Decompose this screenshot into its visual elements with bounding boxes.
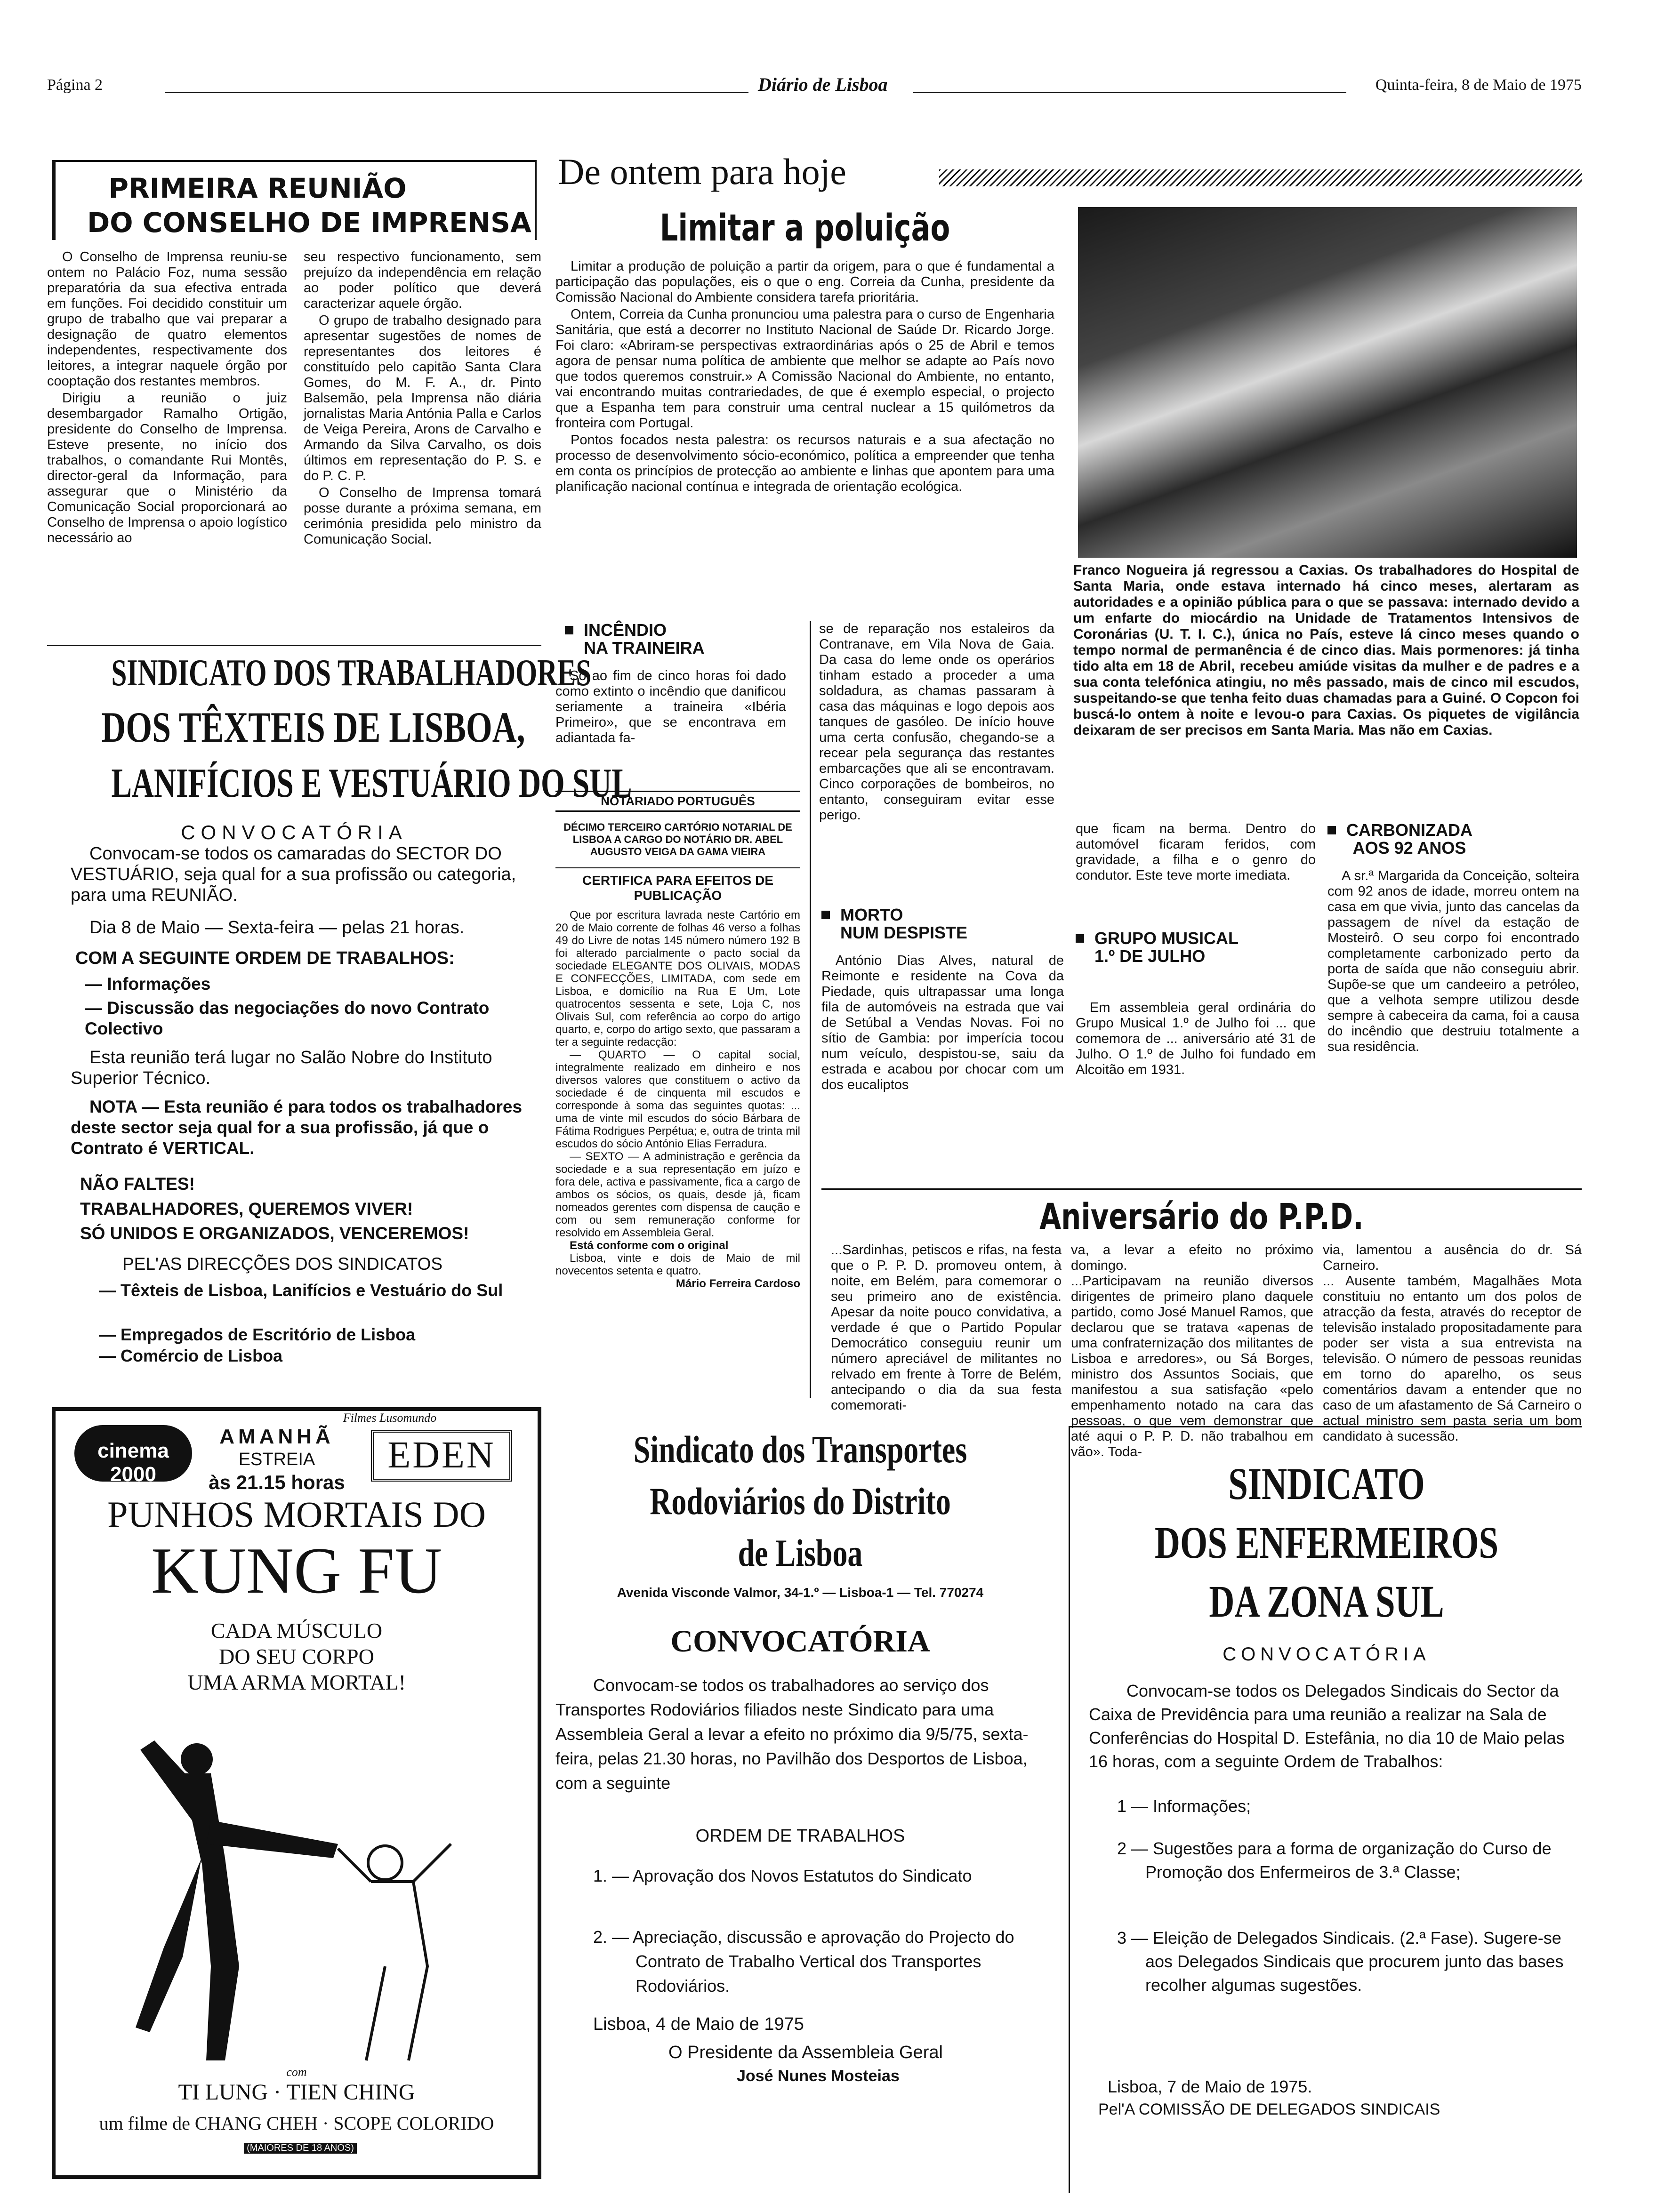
textil-ad [47,649,632,1388]
transportes-convocatoria: CONVOCATÓRIA [670,1624,930,1659]
transportes-ordem: ORDEM DE TRABALHOS [695,1826,905,1846]
notariado-p5: Lisboa, vinte e dois de Maio de mil novecentos setenta e quatro. [555,1252,800,1277]
grupo-article [1076,930,1316,1184]
masthead-rule-left [165,92,748,93]
transportes-ad [555,1426,1045,2188]
cinema-badge: cinema 2000 [74,1425,192,1482]
poluicao-body: Limitar a produção de poluição a partir da origem, para o que é fundamental a participação das populações, eis o que o eng. Correia da Cunha, presidente da Comissão Nacional do Ambiente considera tarefa prioritária. Ontem, Correia da Cunha pronunciou uma palestra para o curso de Engenharia Sanitária, que está a decorrer no Instituto Nacional de Saúde Dr. Ricardo Jorge. Foi claro: «Abriram-se perspectivas extraordinárias após o 25 de Abril e temos agora de pensar numa política de ambiente que melhor se adapte ao País novo que todos queremos construir.» A Comissão Nacional do Ambiente, no entanto, vai encontrando muitas contrariedades, de que é exemplo especial, o projecto que a Espanha tem para construir uma central nuclear a 15 quilómetros da fronteira com Portugal. Pontos focados nesta palestra: os recursos naturais e a sua afectação no processo de desenvolvimento sócio-económico, política a empreender que tenha em conta os princípios de protecção ao ambiente e linhas que apontem para uma planificação nacional contínua e integrada de orientação ecológica. [555,259,1054,494]
notariado-notice [555,791,800,1421]
ppd-col3: via, lamentou a ausência do dr. Sá Carneiro. ... Ausente também, Magalhães Mota constituiu no entanto um dos polos de atracção da festa, através do receptor de televisão instalado propositadamente para poder ser vista a sua entrevista na televisão. O número de pessoas reunidas em torno do aparelho, os seus comentários davam a entender que no caso de um afastamento de Sá Carneiro o actual ministro sem pasta seria um bom candidato à sucessão. [1323,1242,1582,1444]
cinema-director: um filme de CHANG CHEH · SCOPE COLORIDO [99,2113,494,2134]
ppd-title: Aniversário do P.P.D. [1039,1195,1364,1237]
textil-agenda-head: COM A SEGUINTE ORDEM DE TRABALHOS: [75,948,455,968]
notariado-p1: Que por escritura lavrada neste Cartório em 20 de Maio corrente de folhas 46 verso a folhas 49 do Livre de notas 145 número número 192 B foi alterado parcialmente o pacto social da sociedade ELEGANTE DOS OLIVAIS, MODAS E CONFECÇÕES, LIMITADA, com sede em Lisboa, e domicílio na Rua E Um, Lote quatrocentos sessenta e sete, Loja C, nos Olivais Sul, com referência ao corpo do artigo quarto, e, corpo do artigo sexto, que passaram a ter a seguinte redacção: [555,909,800,1049]
textil-slogan-2: TRABALHADORES, QUEREMOS VIVER! [80,1199,413,1218]
bullet-square-icon [565,626,573,634]
notariado-p3: — SEXTO — A administração e gerência da sociedade e a sua representação em juízo e fora dele, activa e passivamente, fica a cargo de ambos os sócios, os quais, desde já, ficam nomeados gerentes com dispensa de caução e com ou sem remuneração conforme for resolvido em Assembleia Geral. [555,1150,800,1239]
cinema-title-1: PUNHOS MORTAIS DO [107,1494,486,1535]
divider-ppd-top [821,1188,1582,1190]
transportes-intro: Convocam-se todos os trabalhadores ao serviço dos Transportes Rodoviários filiados neste Sindicato para uma Assembleia Geral a levar a efeito no próximo dia 9/5/75, sexta-feira, pelas 21.30 horas, no Pavilhão dos Desportos de Lisboa, com a seguinte [555,1675,1029,1793]
transportes-title-1: Sindicato dos Transportes [633,1428,967,1471]
masthead [47,71,1582,99]
cinema-tagline-3: UMA ARMA MORTAL! [187,1670,406,1694]
cinema-tagline-1: CADA MÚSCULO [210,1619,383,1643]
carbonizada-article [1327,821,1579,1184]
enfermeiros-date: Lisboa, 7 de Maio de 1975. [1108,2077,1312,2096]
textil-slogan-3: SÓ UNIDOS E ORGANIZADOS, VENCEREMOS! [80,1224,469,1243]
textil-place: Esta reunião terá lugar no Salão Nobre do Instituto Superior Técnico. [71,1048,492,1088]
enfermeiros-title-2: DOS ENFERMEIROS [1154,1517,1499,1568]
textil-title-line3: LANIFÍCIOS E VESTUÁRIO DO SUL [111,761,632,806]
ppd-col2: va, a levar a efeito no próximo domingo. ...Participavam na reunião diversos dirigentes de primeiro plano daquele partido, como José Manuel Ramos, que declarou que se tratava «apenas de uma confraternização dos militantes de Lisboa e arredores», ou Sá Borges, ministro dos Assuntos Sociais, que manifestou a sua satisfação «pelo empenhamento notado na cara das pessoas, o que vem demonstrar que até aqui o P. P. D. não trabalhou em vão». Toda- [1071,1242,1313,1459]
poluicao-title: Limitar a poluição [660,207,950,249]
conselho-title-line2: DO CONSELHO DE IMPRENSA [87,207,531,239]
transportes-date: Lisboa, 4 de Maio de 1975 [593,2014,804,2034]
morto-body: António Dias Alves, natural de Reimonte e residente na Cova da Piedade, quis ultrapassar uma longa fila de automóveis na estrada que vai de Setúbal a Vendas Novas. Foi no sítio de Gambia: por imperícia tocou num veículo, despistou-se, saiu da estrada e acabou por chocar com um dos eucaliptos [821,953,1064,1092]
conselho-title-line1: PRIMEIRA REUNIÃO [108,172,407,204]
conselho-col2: seu respectivo funcionamento, sem prejuízo da independência em relação ao poder político que deverá caracterizar aquele órgão. O grupo de trabalho designado para apresentar sugestões de nomes de representantes dos leitores é constituído pelo capitão Santa Clara Gomes, do M. F. A., dr. Pinto Balsemão, pela Imprensa não diária jornalistas Maria Antónia Palla e Carlos de Veiga Pereira, Arons de Carvalho e Armando da Silva Carvalho, os dois últimos em representação do P. S. e do P. C. P. O Conselho de Imprensa tomará posse durante a próxima semana, em cerimónia presidida pelo ministro da Comunicação Social. [304,249,541,547]
notariado-p2: — QUARTO — O capital social, integralmente realizado em dinheiro e nos diversos valores que constituem o activo da sociedade é de cinquenta mil escudos e corresponde à soma das seguintes quotas: ... uma de vinte mil escudos do sócio Bárbara de Fátima Rodrigues Perpétua; e, outra de trinta mil escudos do sócio António Elias Ferradura. [555,1049,800,1150]
incendio-col2: se de reparação nos estaleiros da Contranave, em Vila Nova de Gaia. Da casa do leme onde os operários tinham estado a proceder a uma soldadura, as chamas passaram à casa das máquinas e logo depois aos tanques de gasóleo. De início houve uma certa confusão, chegando-se a recear pela segurança das restantes embarcações que ali se encontravam. Cinco corporações de bombeiros, no entanto, conseguiram evitar esse perigo. [819,621,1054,823]
enfermeiros-signer: Pel'A COMISSÃO DE DELEGADOS SINDICAIS [1098,2100,1440,2118]
kung-fu-fighters-illustration [84,1703,507,2070]
enfermeiros-item-2: 2 — Sugestões para a forma de organização do Curso de Promoção dos Enfermeiros de 3.ª Classe; [1117,1839,1552,1882]
cinema-rating: (MAIORES DE 18 ANOS) [244,2143,357,2154]
notariado-cert: CERTIFICA PARA EFEITOS DE PUBLICAÇÃO [555,867,800,903]
conselho-article [47,160,541,635]
cinema-amanha: AMANHÃ [219,1425,334,1448]
cinema-time: às 21.15 horas [209,1471,345,1493]
transportes-title-2: Rodoviários do Distrito [650,1480,951,1523]
textil-title-line1: SINDICATO DOS TRABALHADORES [111,652,592,694]
cinema-com: com [286,2065,307,2079]
textil-convocatoria: CONVOCATÓRIA [181,821,408,843]
conselho-col1: O Conselho de Imprensa reuniu-se ontem no Palácio Foz, numa sessão preparatória da sua efectiva entrada em funções. Foi decidido constituir um grupo de trabalho que vai preparar a designação de quatro elementos independentes, respectivamente dos leitores, a integrar naquele órgão por cooptação dos restantes membros. Dirigiu a reunião o juiz desembargador Ramalho Ortigão, presidente do Conselho de Imprensa. Esteve presente, no início dos trabalhos, o comandante Rui Montês, director-geral da Informação, para assegurar que o Ministério da Comunicação Social proporcionará ao Conselho de Imprensa o apoio logístico necessário ao [47,249,287,545]
photo-caption: Franco Nogueira já regressou a Caxias. Os trabalhadores do Hospital de Santa Maria, onde estava internado há cinco meses, alertaram as autoridades e a opinião pública para o que se passava: internado devido a um enfarte do miocárdio na Unidade de Tratamentos Intensivos de Coronárias (U. T. I. C.), única no País, esteve lá cinco meses quando o tempo normal de permanência é de cinco dias. Mais pormenores: já tinha tido alta em 18 de Abril, recebeu amiúde visitas da mulher e de padres e a sua conta telefónica atingiu, no mês passado, mais de cinco mil escudos, suspeitando-se que tenha feito duas chamadas para a Guiné. O Copcon foi buscá-lo ontem à noite e levou-o para Caxias. Os piquetes de vigilância deixaram de ser precisos em Santa Maria. Mas não em Caxias. [1073,562,1579,738]
col-divider-center [810,621,811,1398]
textil-agenda-2: — Discussão das negociações do novo Contrato Colectivo [85,998,490,1038]
bullet-square-icon [821,911,830,919]
bullet-square-icon [1076,934,1084,943]
transportes-title-3: de Lisboa [738,1531,863,1574]
incendio-heading: INCÊNDIO NA TRAINEIRA [565,621,705,657]
newspaper-name: Diário de Lisboa [758,74,888,95]
enfermeiros-item-3: 3 — Eleição de Delegados Sindicais. (2.ª Fase). Sugere-se aos Delegados Sindicais que procurem junto das bases recolher algumas sugestões. [1117,1928,1564,1995]
enfermeiros-title-1: SINDICATO [1228,1459,1425,1509]
masthead-rule-right [913,92,1346,93]
textil-intro: Convocam-se todos os camaradas do SECTOR DO VESTUÁRIO, seja qual for a sua profissão ou categoria, para uma REUNIÃO. [71,844,516,905]
carbonizada-heading: CARBONIZADA AOS 92 ANOS [1327,821,1472,857]
conselho-title-box [52,160,537,240]
enfermeiros-intro: Convocam-se todos os Delegados Sindicais do Sector da Caixa de Previdência para uma reunião a realizar na Sala de Conferências do Hospital D. Estefânia, no dia 10 de Maio pelas 16 horas, com a seguinte Ordem de Trabalhos: [1089,1681,1565,1771]
page-number: Página 2 [47,76,103,94]
textil-nota: NOTA — Esta reunião é para todos os trabalhadores deste sector seja qual for a sua profissão, já que o Contrato é VERTICAL. [71,1097,523,1158]
divider-left-1 [47,645,541,646]
incendio-col1: Só ao fim de cinco horas foi dado como extinto o incêndio que danificou seriamente a traineira «Ibéria Primeiro», que se encontrava em adiantada fa- [555,668,786,745]
textil-signed: PEL'AS DIRECÇÕES DOS SINDICATOS [122,1254,443,1274]
enfermeiros-item-1: 1 — Informações; [1117,1796,1251,1816]
issue-date: Quinta-feira, 8 de Maio de 1975 [1375,76,1582,94]
textil-union-3: — Comércio de Lisboa [99,1346,283,1365]
grupo-body: Em assembleia geral ordinária do Grupo Musical 1.º de Julho foi ... que comemora de ... aniversário até 31 de Julho. O 1.º de Julho foi fundado em Alcoitão em 1931. [1076,1000,1316,1077]
notariado-head: NOTARIADO PORTUGUÊS [555,791,800,812]
cinema-distributor: Filmes Lusomundo [343,1411,437,1425]
morto-heading: MORTO NUM DESPISTE [821,906,967,942]
notariado-office: DÉCIMO TERCEIRO CARTÓRIO NOTARIAL DE LISBOA A CARGO DO NOTÁRIO DR. ABEL AUGUSTO VEIGA DA GAMA VIEIRA [563,821,792,858]
textil-union-1: — Têxteis de Lisboa, Lanifícios e Vestuário do Sul [99,1281,503,1300]
transportes-signer-role: O Presidente da Assembleia Geral [668,2043,943,2062]
textil-union-2: — Empregados de Escritório de Lisboa [99,1325,416,1344]
ppd-article [821,1195,1582,1459]
grupo-heading: GRUPO MUSICAL 1.º DE JULHO [1076,930,1239,965]
textil-slogan-1: NÃO FALTES! [80,1174,195,1194]
section-header-hatch [939,169,1582,186]
notariado-p4: Está conforme com o original [570,1239,729,1252]
notariado-signer: Mário Ferreira Cardoso [676,1277,800,1290]
franco-nogueira-photo [1078,207,1577,558]
ppd-col1: ...Sardinhas, petiscos e rifas, na festa que o P. P. D. promoveu ontem, à noite, em Belém, para comemorar o seu primeiro ano de existência. Apesar da noite pouco convidativa, a verdade é que o Partido Popular Democrático conseguiu reunir um número apreciável de militantes no relvado em frente à Torre de Belém, antecipando o dia da sua festa comemorati- [831,1242,1062,1413]
textil-agenda-1: — Informações [85,974,211,994]
textil-when: Dia 8 de Maio — Sexta-feira — pelas 21 horas. [89,918,465,938]
transportes-item-1: 1. — Aprovação dos Novos Estatutos do Sindicato [593,1866,972,1885]
poluicao-article [555,207,1054,631]
enfermeiros-ad [1069,1426,1582,2193]
transportes-signer: José Nunes Mosteias [737,2067,900,2085]
cinema-stars: TI LUNG · TIEN CHING [178,2080,415,2105]
cinema-venue: EDEN [371,1430,512,1482]
enfermeiros-convocatoria: CONVOCATÓRIA [1223,1644,1431,1665]
cinema-ad[interactable] [52,1407,541,2179]
cinema-estreia: ESTREIA [238,1450,315,1469]
carbonizada-body: A sr.ª Margarida da Conceição, solteira com 92 anos de idade, morreu ontem na casa em que vivia, junto das cancelas da passagem de nível da estação de Mosteirô. O seu corpo foi encontrado completamente carbonizado perto da porta de saída que não conseguiu abrir. Supõe-se que um candeeiro a petróleo, que a velhota sempre utilizou desde sempre à cabeceira da cama, foi a causa do incêndio que destruiu totalmente a sua residência. [1327,868,1579,1054]
textil-title-line2: DOS TÊXTEIS DE LISBOA, [101,703,525,751]
morto-continuation: que ficam na berma. Dentro do automóvel ficaram feridos, com gravidade, a filha e o genro do condutor. Este teve morte imediata. [1076,821,1316,883]
morto-article [821,906,1066,1184]
cinema-tagline-2: DO SEU CORPO [219,1644,374,1668]
transportes-item-2: 2. — Apreciação, discussão e aprovação do Projecto do Contrato de Trabalho Vertical dos Transportes Rodoviários. [593,1927,1014,1996]
enfermeiros-title-3: DA ZONA SUL [1209,1576,1444,1627]
transportes-address: Avenida Visconde Valmor, 34-1.º — Lisboa-1 — Tel. 770274 [617,1585,984,1600]
section-header-ontem: De ontem para hoje [558,151,846,192]
cinema-title-2: KUNG FU [151,1534,442,1607]
bullet-square-icon [1327,826,1336,834]
